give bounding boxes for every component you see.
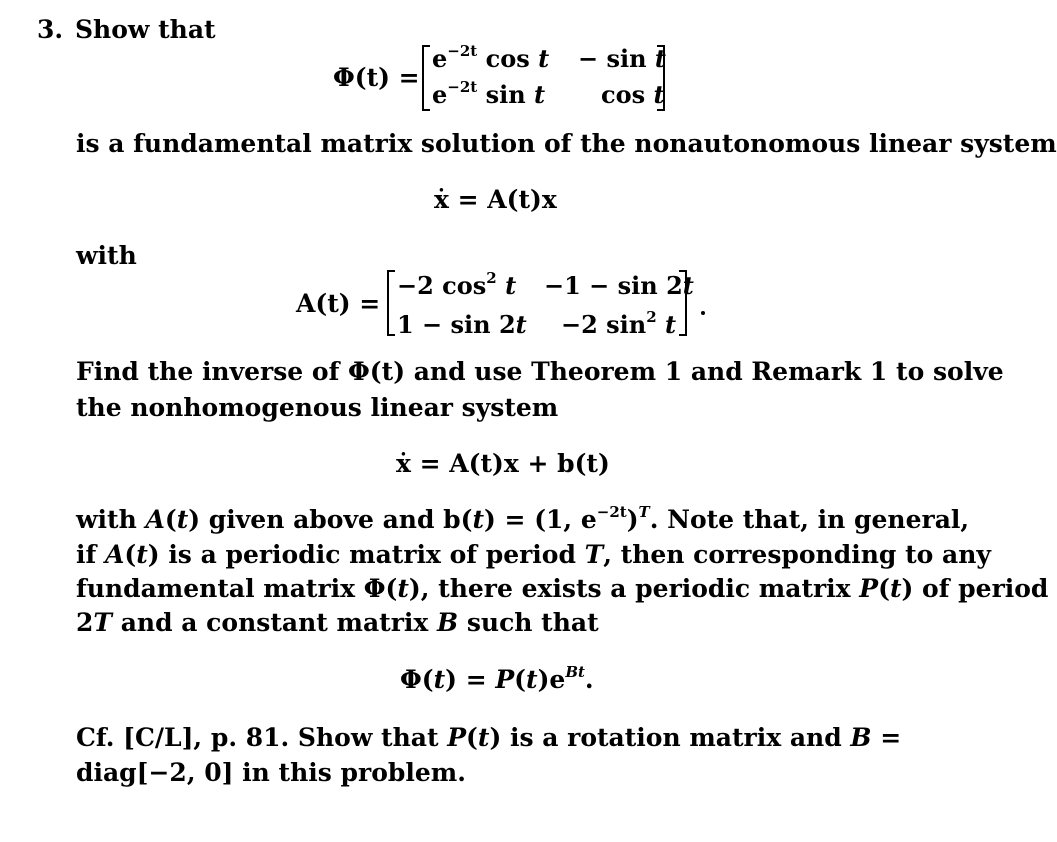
with-text: with [76,241,137,270]
a-label: A(t) = [296,289,381,318]
paragraph-line-1: is a fundamental matrix solution of the nonautonomous linear system [76,129,1057,158]
equation-3: $\Phi(t) = P(t)e^{Bt}$. [400,663,594,694]
period-dot [701,311,705,315]
phi-label: Φ(t) = [333,63,420,92]
paragraph-2-line-1: Find the inverse of Φ(t) and use Theorem 1 and Remark 1 to solve [76,357,1004,386]
equation-2: ẋ = A(t)x + b(t) [396,449,610,478]
phi-cell-21: $e^{-2t}$ sin t [432,78,546,109]
a-cell-22: −2 $\sin^2 t$ [561,308,677,339]
paragraph-3-line-3: fundamental matrix Φ(t), there exists a periodic matrix P(t) of period [76,574,1049,603]
a-left-bracket [387,270,395,336]
paragraph-4-line-2: diag[−2, 0] in this problem. [76,758,466,787]
a-right-bracket [679,270,687,336]
a-cell-11: −2 $\cos^2 t$ [397,269,517,300]
phi-cell-12: − sin t [578,44,666,73]
intro-text: Show that [75,15,216,44]
phi-left-bracket [422,45,430,111]
phi-cell-22: cos t [601,80,665,109]
a-cell-12: −1 − sin 2t [544,271,694,300]
paragraph-4-line-1: Cf. [C/L], p. 81. Show that P(t) is a rotation matrix and B = [76,723,902,752]
phi-cell-11: $e^{-2t}$ cos t [432,42,550,73]
paragraph-2-line-2: the nonhomogenous linear system [76,393,559,422]
paragraph-3-line-1: with A(t) given above and b(t) = (1, $e^{-2t})^T$. Note that, in general, [76,503,970,534]
a-cell-21: 1 − sin 2t [397,310,527,339]
phi-right-bracket [657,45,665,111]
equation-1: ẋ = A(t)x [434,185,557,214]
paragraph-3-line-2: if A(t) is a periodic matrix of period T, then corresponding to any [76,540,991,569]
paragraph-3-line-4: 2T and a constant matrix B such that [76,608,599,637]
problem-number: 3. [37,15,64,44]
